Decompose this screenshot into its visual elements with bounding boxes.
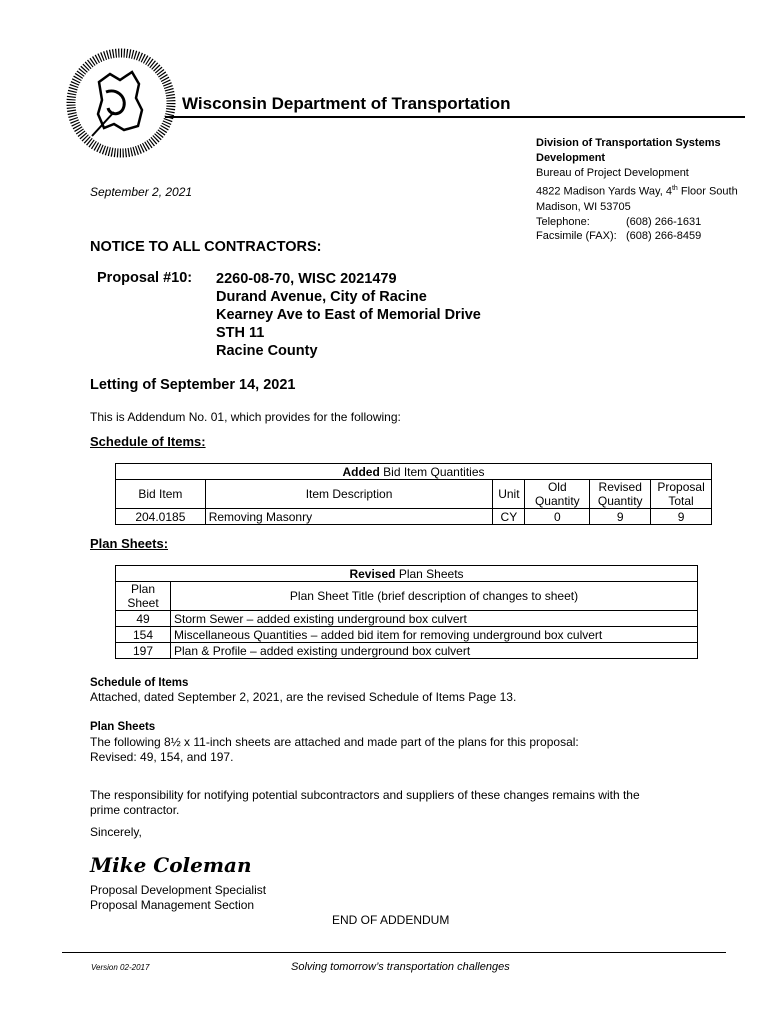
header-plan-sheet: Plan Sheet <box>116 582 171 611</box>
version-label: Version 02-2017 <box>91 963 150 972</box>
cell-old-quantity: 0 <box>525 509 590 525</box>
proposal-line: STH 11 <box>216 325 265 341</box>
plan-sheets-subheading: Plan Sheets <box>90 721 156 733</box>
fax-line: Facsimile (FAX): (608) 266-8459 <box>536 230 702 242</box>
schedule-heading: Schedule of Items: <box>90 434 206 449</box>
bid-table-title: Added Bid Item Quantities <box>116 464 712 480</box>
plan-sheets-text: The following 8½ x 11-inch sheets are attached and made part of the plans for this proposal: Revised: 49, 154, and 197. <box>90 735 579 764</box>
division-block <box>536 136 738 215</box>
footer-tagline: Solving tomorrow’s transportation challenges <box>291 961 510 973</box>
addendum-intro: This is Addendum No. 01, which provides for the following: <box>90 410 401 424</box>
bid-items-table <box>115 463 712 525</box>
proposal-line: Kearney Ave to East of Memorial Drive <box>216 307 481 323</box>
header-rule <box>165 116 745 118</box>
header-revised-quantity: Revised Quantity <box>590 480 651 509</box>
contact-block <box>536 215 701 243</box>
cell-sheet: 49 <box>116 611 171 627</box>
signer-block <box>90 883 266 913</box>
signer-title: Proposal Development Specialist <box>90 883 267 897</box>
table-row <box>116 509 712 525</box>
cell-sheet-title: Miscellaneous Quantities – added bid item for removing underground box culvert <box>171 627 698 643</box>
signature: Mike Coleman <box>90 853 252 877</box>
header-old-quantity: Old Quantity <box>525 480 590 509</box>
table-row <box>116 643 698 659</box>
cell-unit: CY <box>493 509 525 525</box>
header-item-description: Item Description <box>205 480 493 509</box>
header-bid-item: Bid Item <box>116 480 206 509</box>
letting-heading: Letting of September 14, 2021 <box>90 377 296 393</box>
header-proposal-total: Proposal Total <box>651 480 712 509</box>
table-row <box>116 627 698 643</box>
cell-bid-item: 204.0185 <box>116 509 206 525</box>
proposal-line: Durand Avenue, City of Racine <box>216 289 427 305</box>
wisdot-logo <box>66 48 176 158</box>
signer-section: Proposal Management Section <box>90 898 255 912</box>
city-address: Madison, WI 53705 <box>536 200 631 213</box>
table-row <box>116 611 698 627</box>
cell-sheet: 154 <box>116 627 171 643</box>
street-address: 4822 Madison Yards Way, 4th Floor South <box>536 185 738 198</box>
schedule-text: Attached, dated September 2, 2021, are the revised Schedule of Items Page 13. <box>90 690 517 704</box>
letter-date: September 2, 2021 <box>90 185 193 199</box>
agency-name: Wisconsin Department of Transportation <box>182 94 511 113</box>
notice-heading: NOTICE TO ALL CONTRACTORS: <box>90 239 322 255</box>
cell-sheet-title: Plan & Profile – added existing underground box culvert <box>171 643 698 659</box>
cell-sheet: 197 <box>116 643 171 659</box>
proposal-line: Racine County <box>216 343 318 359</box>
cell-sheet-title: Storm Sewer – added existing underground box culvert <box>171 611 698 627</box>
header-plan-sheet-title: Plan Sheet Title (brief description of changes to sheet) <box>171 582 698 611</box>
cell-revised-quantity: 9 <box>590 509 651 525</box>
schedule-subheading: Schedule of Items <box>90 677 189 689</box>
proposal-details <box>216 270 481 360</box>
cell-description: Removing Masonry <box>205 509 493 525</box>
end-of-addendum: END OF ADDENDUM <box>332 913 450 927</box>
division-name: Division of Transportation Systems <box>536 137 721 149</box>
bureau-name: Bureau of Project Development <box>536 167 689 179</box>
telephone-line: Telephone: (608) 266-1631 <box>536 216 702 228</box>
cell-proposal-total: 9 <box>651 509 712 525</box>
division-name-cont: Development <box>536 152 606 164</box>
proposal-label: Proposal #10: <box>97 270 193 286</box>
plan-sheets-table <box>115 565 698 659</box>
plan-sheets-heading: Plan Sheets: <box>90 536 169 551</box>
footer-rule <box>62 952 726 953</box>
header-unit: Unit <box>493 480 525 509</box>
plan-table-title: Revised Plan Sheets <box>116 566 698 582</box>
responsibility-text: The responsibility for notifying potential subcontractors and suppliers of these changes remains with the prime contractor. <box>90 788 640 817</box>
closing-text: Sincerely, <box>90 825 142 839</box>
proposal-line: 2260-08-70, WISC 2021479 <box>216 271 397 287</box>
